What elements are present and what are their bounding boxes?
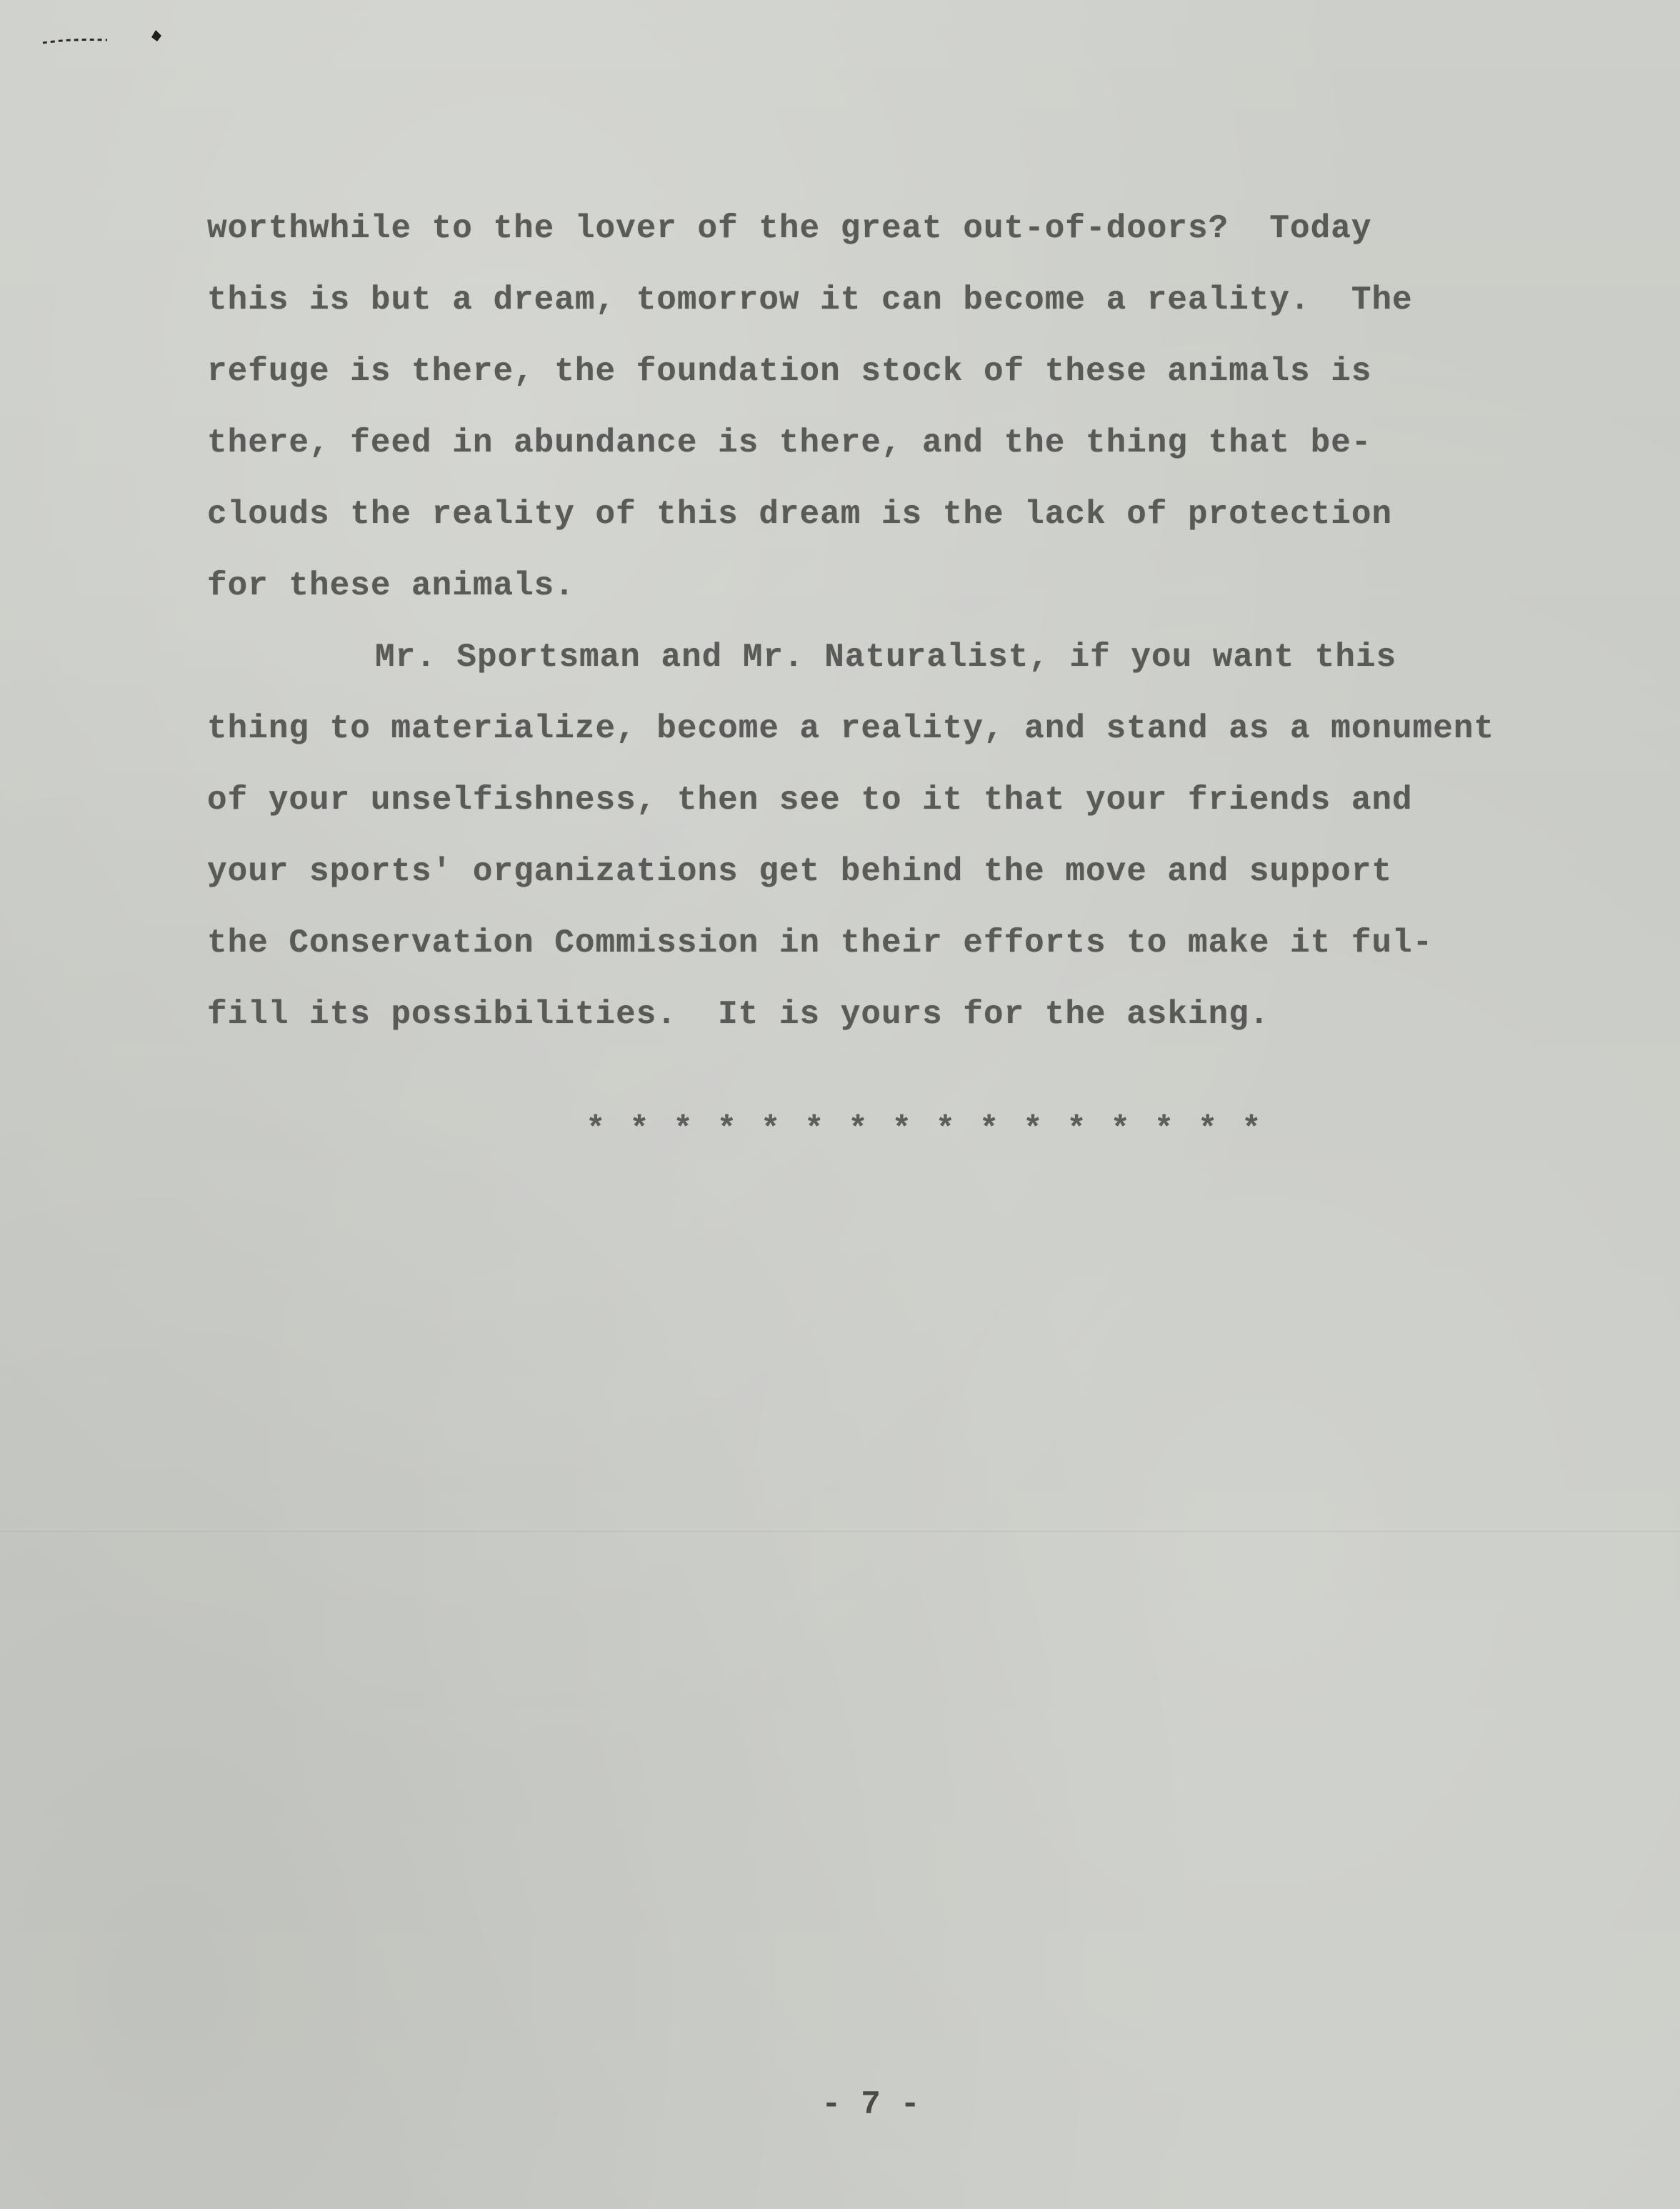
body-line: this is but a dream, tomorrow it can become a reality. The — [207, 281, 1413, 319]
body-text — [207, 193, 1564, 1050]
body-line: clouds the reality of this dream is the lack of protection — [207, 496, 1393, 533]
body-line: Mr. Sportsman and Mr. Naturalist, if you want this — [375, 639, 1397, 676]
body-line: thing to materialize, become a reality, and stand as a monument — [207, 710, 1495, 747]
paper-fold — [0, 1529, 1680, 1532]
body-line: the Conservation Commission in their efforts to make it ful- — [207, 924, 1434, 962]
body-line: for these animals. — [207, 567, 575, 604]
page-number: - 7 - — [821, 2086, 921, 2123]
body-line: of your unselfishness, then see to it that your friends and — [207, 782, 1413, 819]
body-line: worthwhile to the lover of the great out-of-doors? Today — [207, 210, 1372, 247]
ink-smudge-mark — [29, 20, 171, 49]
body-line: refuge is there, the foundation stock of these animals is — [207, 353, 1372, 390]
section-separator: * * * * * * * * * * * * * * * * — [586, 1111, 1264, 1148]
body-line: fill its possibilities. It is yours for the asking. — [207, 996, 1270, 1033]
body-line: your sports' organizations get behind the move and support — [207, 853, 1393, 890]
body-line: there, feed in abundance is there, and the thing that be- — [207, 424, 1372, 462]
